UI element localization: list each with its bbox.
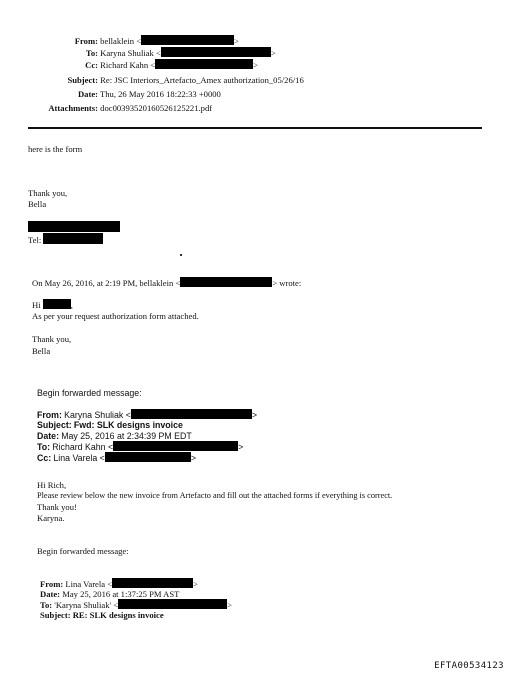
fwd-subject-value: Fwd: SLK designs invoice <box>73 420 183 431</box>
header-divider <box>28 127 482 129</box>
quoted-greeting: Hi , <box>32 300 73 310</box>
fwd-from-row: From: Karyna Shuliak < > <box>37 410 258 420</box>
from-label: From: <box>74 36 98 46</box>
bates-number: EFTA00534123 <box>434 661 504 671</box>
fwd-from-value: Karyna Shuliak < <box>64 410 131 420</box>
fwd-cc-value: Lina Varela < <box>53 453 105 464</box>
fwd-cc-label: Cc: <box>37 453 52 464</box>
redaction-box <box>180 277 272 287</box>
signoff-name: Bella <box>28 199 47 209</box>
redaction-box <box>28 221 120 232</box>
redaction-box <box>131 409 252 419</box>
subject-value: Re: JSC Interiors_Artefacto_Amex authorization_05/26/16 <box>100 75 304 85</box>
fwd-thank-you: Thank you! <box>37 502 77 512</box>
forward-header <box>37 409 257 463</box>
redaction-box <box>43 299 71 309</box>
from-value: bellaklein < <box>100 36 142 46</box>
fwd2-subject-label: Subject: <box>40 610 71 620</box>
fwd2-from-row: From: Lina Varela < > <box>40 579 198 589</box>
cc-label: Cc: <box>85 60 98 70</box>
redaction-box <box>105 452 191 462</box>
quote-intro: On May 26, 2016, at 2:19 PM, bellaklein < > wrote: <box>32 278 302 288</box>
forward2-begin: Begin forwarded message: <box>37 546 129 556</box>
fwd2-to-value: 'Karyna Shuliak' < <box>54 600 119 610</box>
attachments-label: Attachments: <box>48 103 98 113</box>
signoff-thanks: Thank you, <box>28 188 68 198</box>
quoted-request-line: As per your request authorization form attached. <box>32 311 199 321</box>
to-label: To: <box>85 48 98 58</box>
tel-row <box>28 233 103 245</box>
fwd-review-line: Please review below the new invoice from Artefacto and fill out the attached forms if everything is correct. <box>37 491 393 500</box>
subject-label: Subject: <box>67 75 98 85</box>
date-label: Date: <box>77 89 98 99</box>
fwd-date-value: May 25, 2016 at 2:34:39 PM EDT <box>61 430 192 441</box>
quoted-name: Bella <box>32 346 51 356</box>
fwd2-from-label: From: <box>40 579 64 589</box>
attachment-link[interactable]: doc00393520160526125221.pdf <box>100 103 213 113</box>
date-value: Thu, 26 May 2016 18:22:33 +0000 <box>100 89 221 99</box>
fwd2-date-value: May 25, 2016 at 1:37:25 PM AST <box>62 589 180 599</box>
fwd-subject-row <box>37 420 257 430</box>
fwd-date-row <box>37 431 257 441</box>
fwd2-to-label: To: <box>40 600 53 610</box>
fwd-from-label: From: <box>37 410 62 420</box>
header-subject-row <box>0 75 304 85</box>
fwd-greeting: Hi Rich, <box>37 480 67 490</box>
to-value: Karyna Shuliak < <box>100 48 161 58</box>
fwd2-from-value: Lina Varela < <box>65 579 113 589</box>
fwd2-subject-row <box>40 610 232 620</box>
header-attachments-row <box>0 103 212 113</box>
redaction-box <box>43 233 103 244</box>
forward-begin: Begin forwarded message: <box>37 388 142 398</box>
fwd-date-label: Date: <box>37 430 59 441</box>
header-date-row <box>0 89 221 99</box>
quoted-thanks: Thank you, <box>32 334 72 344</box>
fwd-to-row: To: Richard Kahn < > <box>37 441 244 452</box>
cc-value: Richard Kahn < <box>100 60 156 70</box>
redaction-box <box>141 35 234 45</box>
fwd-cc-row: Cc: Lina Varela < > <box>37 453 196 464</box>
forward2-header <box>40 578 232 620</box>
fwd-to-label: To: <box>37 441 51 452</box>
header-cc-row: Cc: Richard Kahn < > <box>0 59 258 70</box>
fwd-to-value: Richard Kahn < <box>52 441 114 452</box>
stray-dot <box>180 254 182 256</box>
body-line: here is the form <box>28 144 83 154</box>
redaction-box <box>112 578 193 588</box>
fwd2-to-row: To: 'Karyna Shuliak' < > <box>40 600 232 610</box>
redaction-box <box>118 599 227 609</box>
header-from-row: From: bellaklein < > <box>0 35 239 46</box>
tel-label: Tel: <box>28 235 42 245</box>
fwd2-date-row <box>40 589 232 599</box>
header-to-row: To: Karyna Shuliak < > <box>0 47 276 58</box>
fwd2-date-label: Date: <box>40 589 61 599</box>
redaction-box <box>155 59 253 69</box>
fwd2-subject-value: RE: SLK designs invoice <box>72 610 164 620</box>
fwd-signoff: Karyna. <box>37 513 65 523</box>
redaction-box <box>161 47 271 57</box>
fwd-subject-label: Subject: <box>37 420 72 431</box>
redaction-box <box>113 441 238 451</box>
